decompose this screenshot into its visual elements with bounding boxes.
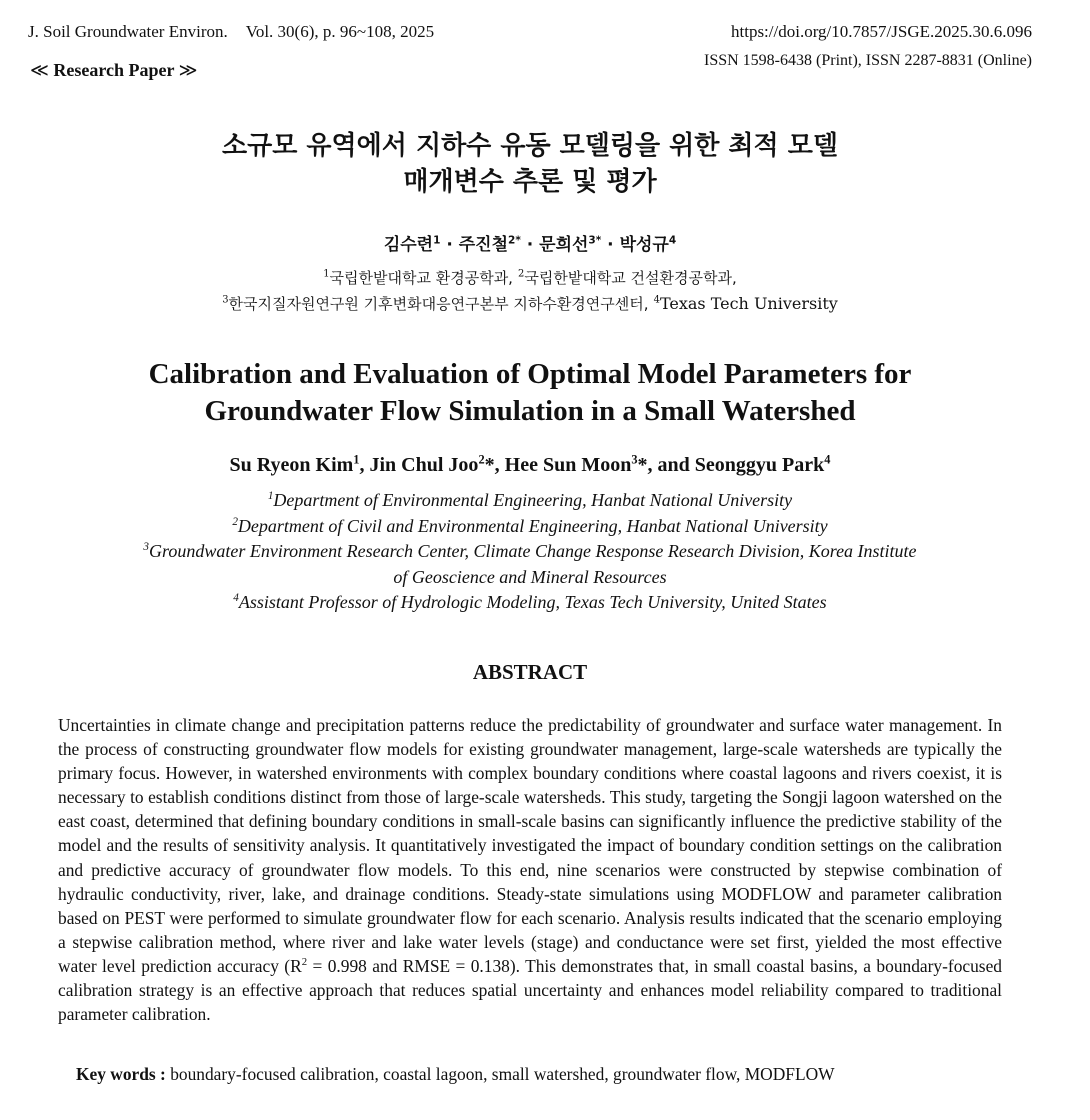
- affil-sup: 1: [323, 268, 330, 280]
- keywords-label: Key words :: [76, 1064, 166, 1084]
- journal-header: [28, 22, 434, 42]
- english-author-sup: 2: [478, 452, 485, 467]
- english-author-sup: 1: [353, 452, 360, 467]
- affiliation-text: Department of Civil and Environmental Engineering, Hanbat National University: [237, 515, 828, 536]
- korean-affiliation: 국립한밭대학교 건설환경공학과,: [524, 269, 737, 287]
- english-author: Jin Chul Joo: [369, 454, 479, 476]
- english-author: Hee Sun Moon: [504, 454, 632, 476]
- author-separator: ·: [601, 235, 620, 255]
- korean-title-line-1: 소규모 유역에서 지하수 유동 모델링을 위한 최적 모델: [222, 131, 838, 161]
- abstract-heading: ABSTRACT: [472, 660, 588, 684]
- english-author-sup: 3: [631, 452, 638, 467]
- abstract-sup: 2: [301, 956, 308, 969]
- affiliation-text: Department of Environmental Engineering, Hanbat National University: [273, 490, 793, 510]
- english-affiliation: [0, 488, 1060, 514]
- paper-type-label: Research Paper: [53, 60, 175, 80]
- english-author: Su Ryeon Kim: [229, 454, 354, 476]
- journal-name: J. Soil Groundwater Environ.: [28, 22, 228, 41]
- paper-type: [30, 60, 198, 81]
- english-affiliation: [0, 590, 1060, 616]
- keywords: [76, 1064, 835, 1085]
- korean-author: 주진철: [458, 235, 508, 255]
- english-affiliation: [0, 565, 1060, 591]
- author-separator: *,: [484, 454, 505, 476]
- affiliation-text: Assistant Professor of Hydrologic Modeling, Texas Tech University, United States: [238, 592, 827, 612]
- english-affiliation: [0, 514, 1060, 540]
- korean-title: [0, 128, 1060, 200]
- paper-type-left-mark: ≪: [30, 60, 49, 80]
- affiliation-text: Groundwater Environment Research Center, Climate Change Response Research Division, Korea Institute: [149, 541, 917, 561]
- english-title: [0, 356, 1060, 430]
- paper-type-right-mark: ≫: [178, 60, 198, 80]
- affil-sup: 2: [518, 268, 525, 280]
- english-author-sup: 4: [824, 452, 831, 467]
- abstract-text: = 0.998 and RMSE = 0.138). This demonstrates that, in small coastal basins, a boundary-focused calibration strategy is an effective approach that reduces spatial uncertainty and enhances model reliability compared to traditional parameter calibration.: [58, 955, 1002, 1025]
- affil-sup: 4: [233, 592, 239, 604]
- abstract-body: [58, 713, 1002, 1026]
- author-separator: ·: [440, 235, 459, 255]
- author-separator: *, and: [637, 454, 695, 476]
- korean-author-sup: 4: [668, 234, 677, 247]
- korean-affiliation-line-2: [0, 291, 1060, 317]
- affiliation-text: of Geoscience and Mineral Resources: [393, 566, 667, 587]
- affil-sup: 4: [653, 294, 660, 306]
- abstract-text: Uncertainties in climate change and precipitation patterns reduce the predictability of groundwater and surface water management. In the process of constructing groundwater flow models for existing groundwater management, large-scale watersheds are typically the primary focus. However, in watershed environments with complex boundary conditions where coastal lagoons and rivers coexist, it is necessary to establish conditions distinct from those of large-scale watersheds. This study, targeting the Songji lagoon watershed on the east coast, determined that defining boundary conditions in small-scale basins can significantly influence the predictive stability of the model and the results of sensitivity analysis. It quantitatively investigated the impact of boundary condition settings on the calibration and predictive accuracy of groundwater flow models. To this end, nine scenarios were constructed by stepwise combination of hydraulic conductivity, river, lake, and drainage conditions. Steady-state simulations using MODFLOW and parameter calibration based on PEST were performed to simulate groundwater flow for each scenario. Analysis results indicated that the scenario employing a stepwise calibration method, where river and lake water levels (stage) and conductance were set first, yielded the most effective water level prediction accuracy (R: [58, 715, 1002, 976]
- affil-sup: 1: [267, 490, 274, 502]
- issn: ISSN 1598-6438 (Print), ISSN 2287-8831 (Online): [704, 52, 1032, 69]
- korean-author: 김수련: [383, 235, 434, 255]
- doi-link[interactable]: https://doi.org/10.7857/JSGE.2025.30.6.096: [731, 22, 1032, 41]
- affil-sup: 3: [222, 294, 229, 306]
- korean-affiliation-line-1: [0, 265, 1060, 291]
- korean-author-sup: 2*: [508, 234, 521, 247]
- author-separator: ,: [359, 454, 370, 476]
- korean-author-sup: 3*: [588, 234, 602, 247]
- korean-title-line-2: 매개변수 추론 및 평가: [403, 167, 657, 197]
- korean-authors: [0, 230, 1060, 255]
- affil-sup: 2: [232, 515, 238, 528]
- author-separator: ·: [520, 235, 540, 255]
- english-author: Seonggyu Park: [694, 454, 825, 476]
- korean-affiliation: Texas Tech University: [659, 294, 838, 313]
- korean-affiliations: [0, 265, 1060, 317]
- english-title-line-1: Calibration and Evaluation of Optimal Model Parameters for: [148, 358, 912, 390]
- keywords-text: boundary-focused calibration, coastal lagoon, small watershed, groundwater flow, MODFLOW: [165, 1064, 835, 1084]
- english-authors: [0, 454, 1060, 477]
- korean-author: 박성규: [619, 235, 669, 255]
- korean-affiliation: 한국지질자원연구원 기후변화대응연구본부 지하수환경연구센터,: [228, 295, 649, 313]
- english-title-line-2: Groundwater Flow Simulation in a Small Watershed: [204, 395, 856, 427]
- korean-affiliation: 국립한밭대학교 환경공학과,: [329, 269, 513, 287]
- journal-volume: Vol. 30(6), p. 96~108, 2025: [245, 22, 435, 41]
- korean-author-sup: 1: [433, 234, 441, 247]
- english-affiliation: [0, 539, 1060, 565]
- english-affiliations: [0, 488, 1060, 616]
- affil-sup: 3: [143, 541, 149, 553]
- korean-author: 문희선: [539, 235, 589, 255]
